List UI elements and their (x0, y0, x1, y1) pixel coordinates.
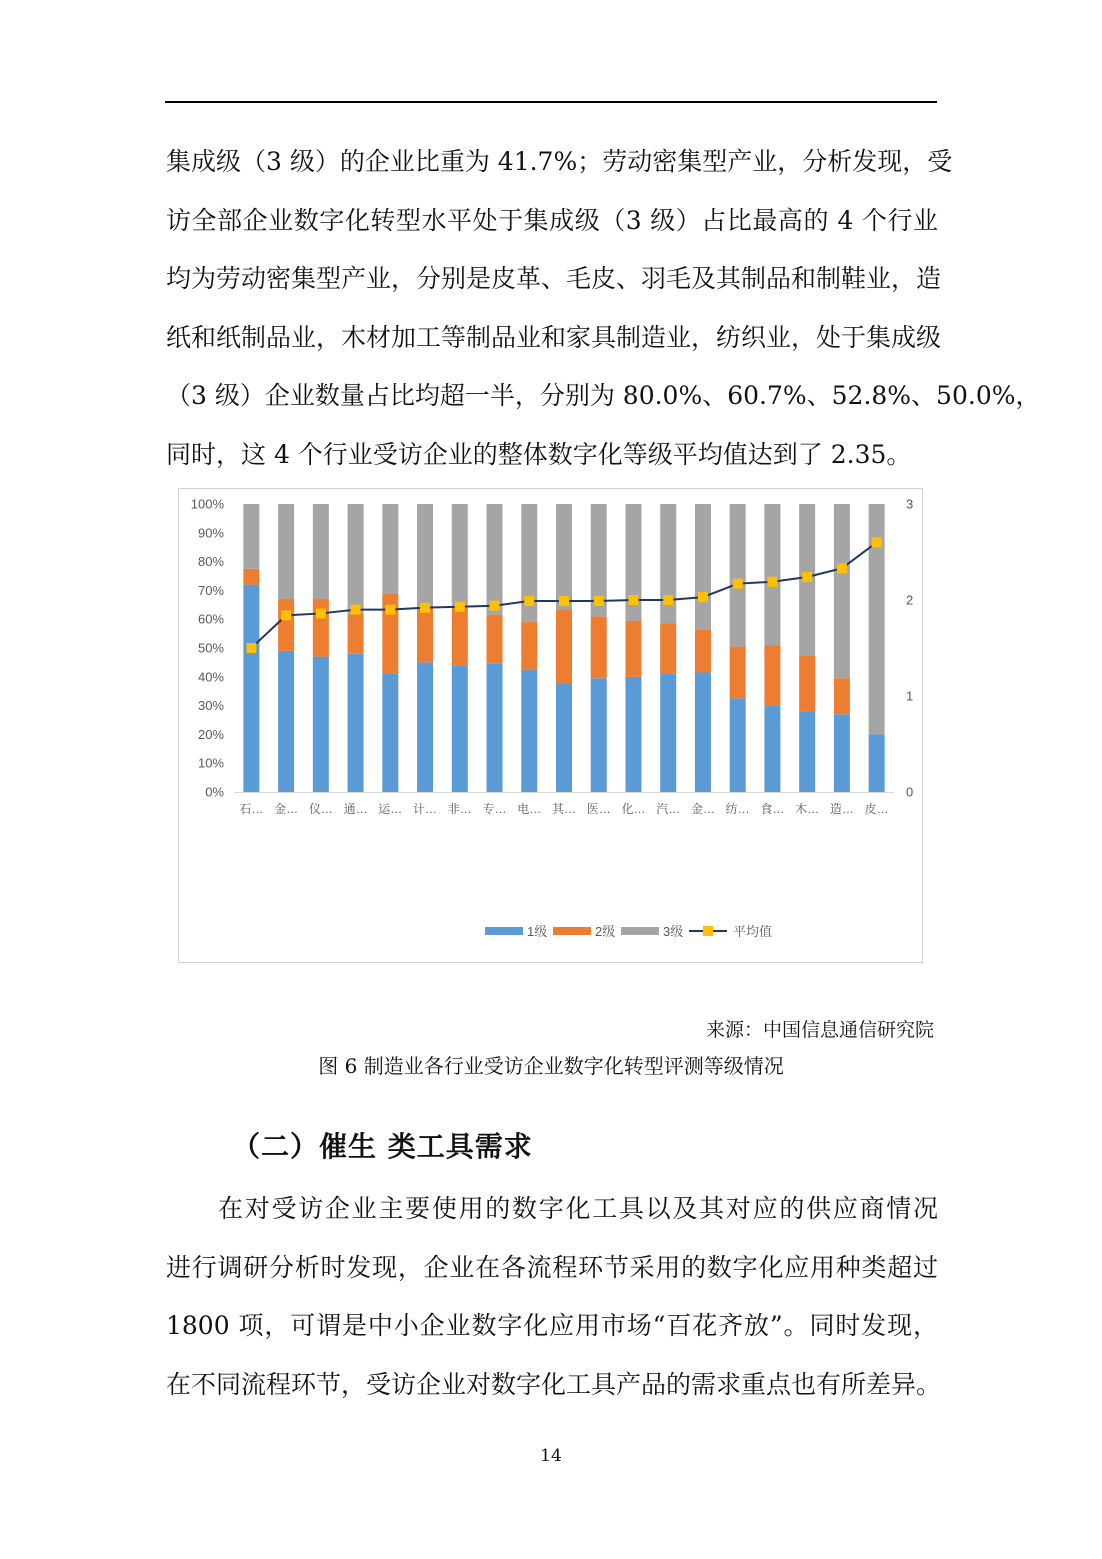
bar-segment-1 (625, 677, 641, 792)
legend-swatch-2 (553, 927, 591, 935)
x-tick-label: 造… (829, 802, 854, 816)
y-left-tick-label: 70% (197, 582, 224, 598)
bar-segment-2 (452, 608, 468, 666)
average-marker (628, 595, 638, 605)
bar-segment-1 (382, 674, 398, 792)
average-marker (559, 596, 569, 606)
text-line: 1800 项，可谓是中小企业数字化应用市场“百花齐放”。同时发现， (166, 1311, 938, 1341)
average-marker (698, 592, 708, 602)
bar-segment-3 (660, 504, 676, 624)
y-left-tick-label: 0% (205, 784, 224, 800)
y-right-tick-label: 1 (906, 688, 914, 704)
y-left-tick-label: 20% (197, 726, 224, 742)
average-marker (872, 537, 882, 547)
bar-segment-3 (487, 504, 503, 615)
legend-label: 1级 (527, 924, 548, 939)
bar-segment-3 (278, 504, 294, 599)
average-marker (455, 602, 465, 612)
header-rule (165, 101, 937, 103)
average-marker (767, 577, 777, 587)
legend-label: 平均值 (733, 924, 773, 939)
bar-segment-3 (556, 504, 572, 609)
average-marker (524, 596, 534, 606)
bar-segment-1 (348, 654, 364, 792)
bar-segment-3 (243, 504, 259, 569)
bar-segment-2 (348, 613, 364, 653)
y-right-tick-label: 3 (906, 496, 914, 512)
average-marker (246, 643, 256, 653)
bar-segment-3 (382, 504, 398, 593)
x-tick-label: 皮… (864, 802, 889, 816)
y-left-tick-label: 90% (197, 525, 224, 541)
text-line: 纸和纸制品业，木材加工等制品业和家具制造业，纺织业，处于集成级 (166, 322, 942, 352)
bar-segment-1 (417, 662, 433, 792)
text-line: 同时，这 4 个行业受访企业的整体数字化等级平均值达到了 2.35。 (166, 439, 912, 469)
average-marker (316, 608, 326, 618)
average-marker (594, 596, 604, 606)
bar-segment-1 (799, 711, 815, 792)
chart-frame (178, 488, 923, 963)
paragraph-1 (166, 133, 1041, 485)
bar-segment-3 (348, 504, 364, 613)
bar-segment-2 (417, 608, 433, 663)
average-marker (802, 572, 812, 582)
x-tick-label: 其… (551, 802, 577, 816)
legend-marker-swatch (703, 926, 713, 936)
bar-segment-3 (417, 504, 433, 608)
bar-segment-2 (695, 629, 711, 672)
x-tick-label: 计… (413, 802, 438, 816)
text-line: 在不同流程环节，受访企业对数字化工具产品的需求重点也有所差异。 (166, 1369, 942, 1399)
y-right-tick-label: 2 (906, 592, 914, 608)
text-line: 集成级（3 级）的企业比重为 41.7%；劳动密集型产业，分析发现，受 (166, 147, 953, 176)
bar-segment-2 (243, 569, 259, 585)
y-right-tick-label: 0 (906, 784, 914, 800)
x-tick-label: 运… (378, 802, 403, 816)
x-tick-label: 化… (621, 802, 646, 816)
bar-segment-2 (730, 647, 746, 699)
y-left-tick-label: 60% (197, 611, 224, 627)
average-marker (490, 601, 500, 611)
x-tick-label: 纺… (725, 802, 750, 816)
bar-segment-1 (521, 670, 537, 792)
x-tick-label: 通… (343, 802, 368, 816)
bar-segment-1 (556, 684, 572, 792)
bar-segment-3 (452, 504, 468, 608)
bar-segment-3 (313, 504, 329, 599)
text-line: 访全部企业数字化转型水平处于集成级（3 级）占比最高的 4 个行业 (166, 205, 938, 235)
bar-segment-2 (556, 609, 572, 684)
bar-segment-2 (591, 616, 607, 678)
bar-segment-1 (695, 672, 711, 792)
bar-segment-1 (591, 678, 607, 792)
average-marker (281, 610, 291, 620)
page-number: 14 (540, 1446, 562, 1466)
average-marker (663, 595, 673, 605)
bar-segment-1 (730, 698, 746, 792)
bar-segment-1 (764, 706, 780, 792)
text-line: 进行调研分析时发现，企业在各流程环节采用的数字化应用种类超过 (166, 1252, 938, 1282)
x-tick-label: 木… (795, 802, 820, 816)
legend-swatch-1 (485, 927, 523, 935)
bar-segment-1 (243, 585, 259, 792)
bar-segment-1 (834, 714, 850, 792)
y-left-tick-label: 100% (190, 496, 224, 512)
bar-segment-3 (834, 504, 850, 678)
legend-label: 3级 (663, 924, 684, 939)
text-line: 均为劳动密集型产业，分别是皮革、毛皮、羽毛及其制品和制鞋业，造 (166, 264, 942, 294)
bar-segment-2 (660, 624, 676, 674)
chart-source: 来源：中国信息通信研究院 (705, 1019, 934, 1041)
bar-segment-2 (313, 599, 329, 657)
x-tick-label: 专… (482, 802, 507, 816)
paragraph-2 (166, 1180, 942, 1414)
average-marker (837, 563, 847, 573)
bar-segment-1 (313, 657, 329, 792)
figure-caption: 图 6 制造业各行业受访企业数字化转型评测等级情况 (318, 1054, 784, 1078)
x-tick-label: 金… (274, 802, 299, 816)
x-tick-label: 汽… (656, 802, 681, 816)
stacked-bar-chart (179, 489, 924, 964)
x-tick-label: 电… (517, 802, 542, 816)
x-tick-label: 食… (760, 802, 785, 816)
legend-label: 2级 (595, 924, 616, 939)
x-tick-label: 金… (690, 802, 715, 816)
bar-segment-2 (521, 622, 537, 670)
text-line: 在对受访企业主要使用的数字化工具以及其对应的供应商情况 (218, 1194, 938, 1223)
bar-segment-1 (452, 665, 468, 792)
bar-segment-3 (730, 504, 746, 647)
x-tick-label: 石… (239, 802, 264, 816)
legend-swatch-3 (621, 927, 659, 935)
section-heading: （二）催生 类工具需求 (232, 1130, 533, 1163)
bar-segment-3 (764, 504, 780, 645)
average-marker (733, 579, 743, 589)
y-left-tick-label: 80% (197, 554, 224, 570)
x-tick-label: 仪… (308, 802, 333, 816)
bar-segment-1 (869, 734, 885, 792)
bar-segment-2 (764, 645, 780, 705)
bar-segment-2 (834, 678, 850, 714)
average-marker (385, 605, 395, 615)
bar-segment-2 (799, 655, 815, 711)
bar-segment-1 (487, 664, 503, 792)
y-left-tick-label: 30% (197, 698, 224, 714)
average-marker (351, 605, 361, 615)
y-left-tick-label: 40% (197, 669, 224, 685)
bar-segment-2 (487, 615, 503, 664)
y-left-tick-label: 50% (197, 640, 224, 656)
x-tick-label: 非… (447, 802, 472, 816)
bar-segment-1 (660, 674, 676, 792)
x-tick-label: 医… (586, 802, 611, 816)
text-line: （3 级）企业数量占比均超一半，分别为 80.0%、60.7%、52.8%、50.0%， (166, 381, 1041, 411)
bar-segment-3 (695, 504, 711, 629)
y-left-tick-label: 10% (197, 755, 224, 771)
bar-segment-2 (625, 621, 641, 677)
bar-segment-2 (278, 599, 294, 651)
average-marker (420, 603, 430, 613)
bar-segment-1 (278, 651, 294, 792)
